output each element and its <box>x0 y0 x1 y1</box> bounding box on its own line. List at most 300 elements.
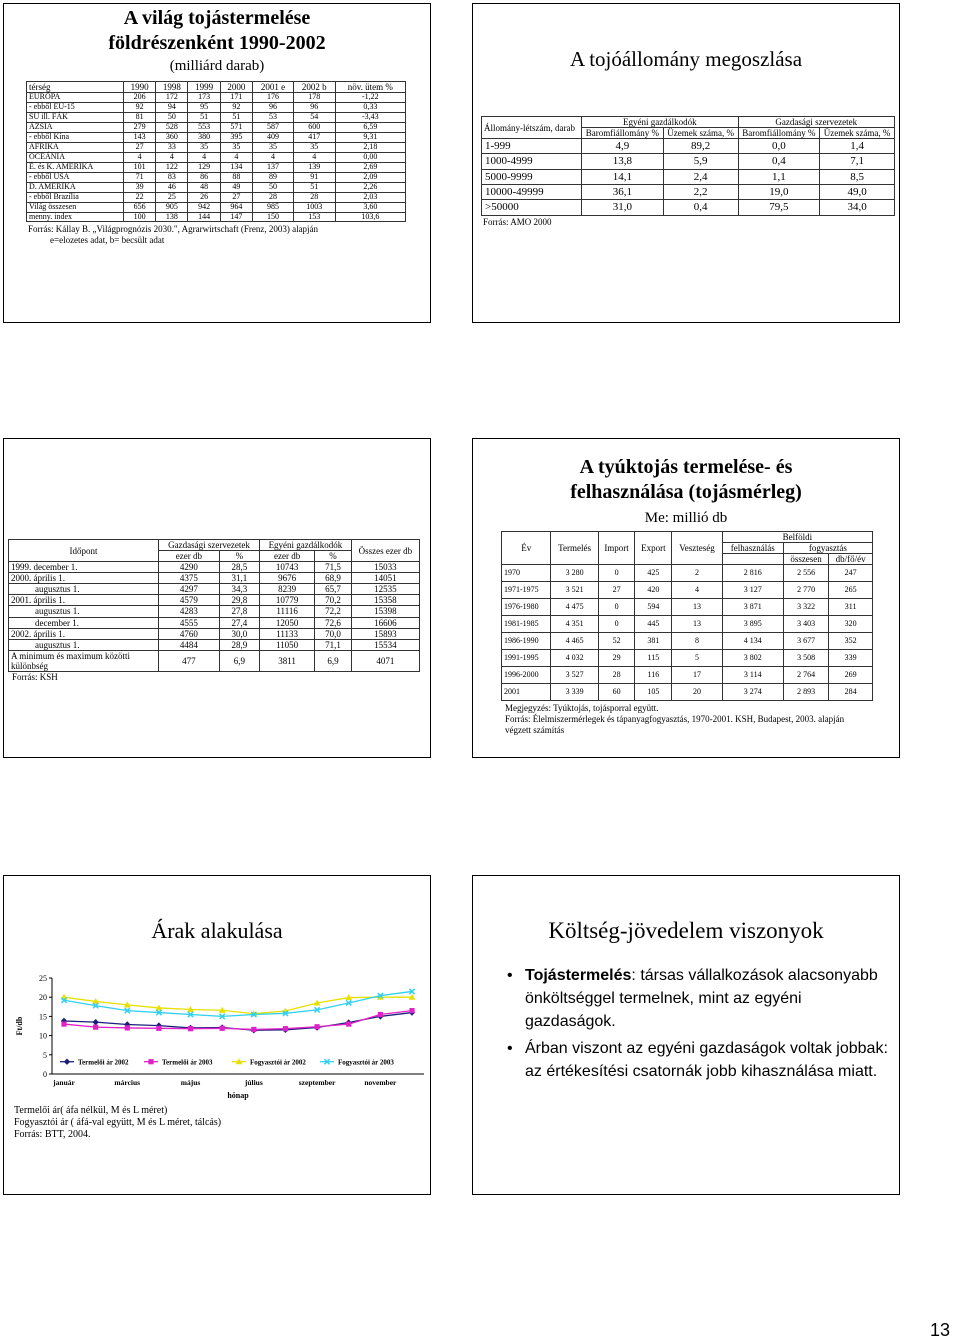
header-cell: 1998 <box>156 82 188 93</box>
table-cell: 1971-1975 <box>502 582 551 599</box>
table-cell: 3 280 <box>551 565 598 582</box>
table-cell: 381 <box>635 633 672 650</box>
table-cell: 1981-1985 <box>502 616 551 633</box>
table-cell: 35 <box>220 142 252 152</box>
table-cell: 594 <box>635 599 672 616</box>
table-cell: 8239 <box>260 584 315 595</box>
table-cell: 147 <box>220 212 252 222</box>
table-cell: 2,09 <box>335 172 405 182</box>
table-cell: 4 <box>124 152 156 162</box>
slide1-subtitle: (milliárd darab) <box>169 58 265 74</box>
table-cell: 11116 <box>260 606 315 617</box>
table-row <box>27 182 406 192</box>
slide1-title-line1: A világ tojástermelése <box>123 7 311 29</box>
header-cell: Export <box>635 532 672 565</box>
table-cell: 51 <box>220 112 252 122</box>
table-row <box>502 633 873 650</box>
table-cell: -3,43 <box>335 112 405 122</box>
table-row <box>9 595 420 606</box>
data-point <box>188 1026 193 1031</box>
slide-world-egg-production <box>3 3 431 323</box>
table-cell: - ebből Kína <box>27 132 124 142</box>
table-cell: 178 <box>293 93 335 103</box>
table-cell: 28,5 <box>219 562 259 573</box>
table-cell: 88 <box>220 172 252 182</box>
table-cell: 6,59 <box>335 122 405 132</box>
header-cell: Állomány-létszám, darab <box>482 117 582 139</box>
table-cell: 3 274 <box>722 684 783 701</box>
header-cell: 2002 b <box>293 82 335 93</box>
table-cell: 20 <box>672 684 723 701</box>
data-point <box>378 1012 383 1017</box>
slide-layer-stock <box>3 438 431 758</box>
table-cell: 656 <box>124 202 156 212</box>
table-cell: 964 <box>220 202 252 212</box>
table-cell: 4 <box>220 152 252 162</box>
table-row <box>27 172 406 182</box>
table-cell: 4290 <box>159 562 220 573</box>
table-cell: 4 134 <box>722 633 783 650</box>
table-cell: 153 <box>293 212 335 222</box>
slide5-caption1: Termelői ár( áfa nélkül, M és L méret) <box>14 1105 168 1116</box>
x-tick-label: március <box>114 1078 141 1087</box>
table-row <box>9 628 420 639</box>
table-cell: 13 <box>672 599 723 616</box>
bullet2-text: Árban viszont az egyéni gazdaságok voltak jobbak: az értékesítési csatornák jobb kihasználása miatt. <box>525 1040 888 1080</box>
header-cell: db/fő/év <box>829 554 873 565</box>
table-cell: 360 <box>156 132 188 142</box>
header-cell: Baromfiállomány % <box>738 128 820 139</box>
slide5-caption2: Fogyasztói ár ( áfá-val együtt, M és L méret, tálcás) <box>14 1117 222 1128</box>
data-point <box>93 1025 98 1030</box>
table-cell: 0,33 <box>335 103 405 113</box>
bullet-production <box>499 964 889 1033</box>
table-cell: 89,2 <box>663 139 738 154</box>
table-cell: 0 <box>598 565 635 582</box>
table-cell: 35 <box>252 142 293 152</box>
table-row <box>502 532 873 543</box>
table-cell: 31,1 <box>219 573 259 584</box>
table-cell: EURÓPA <box>27 93 124 103</box>
header-cell: Gazdasági szervezetek <box>738 117 894 128</box>
header-cell: fogyasztás <box>783 543 872 554</box>
slide6-title: Költség-jövedelem viszonyok <box>548 918 824 943</box>
slide1-note: e=elozetes adat, b= becsült adat <box>50 235 165 246</box>
table-cell: 96 <box>252 103 293 113</box>
table-cell: 4071 <box>351 650 419 671</box>
table-row <box>27 162 406 172</box>
table-row <box>27 122 406 132</box>
table-cell: 71,5 <box>315 562 352 573</box>
table-cell: 395 <box>220 132 252 142</box>
table-cell: 12050 <box>260 617 315 628</box>
table-cell: 8 <box>672 633 723 650</box>
table-cell: 9676 <box>260 573 315 584</box>
table-cell: 16606 <box>351 617 419 628</box>
table-cell: december 1. <box>9 617 159 628</box>
header-cell: 1999 <box>188 82 220 93</box>
table-cell: 33 <box>156 142 188 152</box>
header-cell: % <box>315 551 352 562</box>
table-cell: D. AMERIKA <box>27 182 124 192</box>
x-axis-label: hónap <box>227 1091 249 1100</box>
table-cell: 0,4 <box>663 200 738 215</box>
table-cell: 35 <box>188 142 220 152</box>
header-cell: térség <box>27 82 124 93</box>
table-cell: 27,8 <box>219 606 259 617</box>
table-cell: 71,1 <box>315 639 352 650</box>
slide4-subtitle: Me: millió db <box>644 510 728 526</box>
y-tick-label: 15 <box>39 1012 47 1022</box>
table-cell: 134 <box>220 162 252 172</box>
table-cell: 3 802 <box>722 650 783 667</box>
table-cell: 28 <box>252 192 293 202</box>
table-cell: 13,8 <box>582 154 664 169</box>
table-cell: 176 <box>252 93 293 103</box>
data-point <box>409 1008 414 1013</box>
header-cell: Üzemek száma, % <box>820 128 895 139</box>
table-cell: ÁZSIA <box>27 122 124 132</box>
table-cell: 339 <box>829 650 873 667</box>
table-cell: 3 403 <box>783 616 829 633</box>
slide-layer-distribution <box>472 3 900 323</box>
table-cell: 3 677 <box>783 633 829 650</box>
table-row <box>27 93 406 103</box>
table-cell: 3 871 <box>722 599 783 616</box>
table-cell: 2,03 <box>335 192 405 202</box>
table-cell: 1986-1990 <box>502 633 551 650</box>
table-cell: 425 <box>635 565 672 582</box>
table-cell: 50 <box>156 112 188 122</box>
table-cell: 380 <box>188 132 220 142</box>
table-cell: 171 <box>220 93 252 103</box>
table-row <box>502 565 873 582</box>
table-cell: 31,0 <box>582 200 664 215</box>
table-cell: 96 <box>293 103 335 113</box>
table-cell: 5000-9999 <box>482 169 582 184</box>
table-row <box>9 606 420 617</box>
table-cell: 2 <box>672 565 723 582</box>
table-cell: 5,9 <box>663 154 738 169</box>
price-line-chart <box>4 972 431 1102</box>
data-point <box>92 1019 98 1025</box>
x-tick-label: november <box>364 1078 397 1087</box>
table-cell: 12535 <box>351 584 419 595</box>
table-cell: 311 <box>829 599 873 616</box>
table-cell: 52 <box>598 633 635 650</box>
slide5-source: Forrás: BTT, 2004. <box>14 1129 91 1140</box>
table-cell: 60 <box>598 684 635 701</box>
table-cell: 116 <box>635 667 672 684</box>
table-cell: 0,0 <box>738 139 820 154</box>
table-cell: 28,9 <box>219 639 259 650</box>
slide4-note: Megjegyzés: Tyúktojás, tojásporral együtt. <box>505 703 659 714</box>
table-cell: 94 <box>156 103 188 113</box>
table-row <box>27 152 406 162</box>
table-cell: 6,9 <box>315 650 352 671</box>
table-cell: 17 <box>672 667 723 684</box>
bullet1-text: : társas vállalkozások alacsonyabb önköltséggel termelnek, mint az egyéni gazdaságok. <box>525 967 878 1030</box>
table-cell: 172 <box>156 93 188 103</box>
egg-balance-table <box>501 531 873 701</box>
table-cell: 2,26 <box>335 182 405 192</box>
table-cell: 3 339 <box>551 684 598 701</box>
slide2-source: Forrás: AMO 2000 <box>483 216 552 227</box>
table-row <box>502 667 873 684</box>
table-cell: 320 <box>829 616 873 633</box>
table-row <box>482 169 895 184</box>
header-cell: Gazdasági szervezetek <box>159 540 260 551</box>
table-cell: 51 <box>293 182 335 192</box>
table-row <box>9 639 420 650</box>
table-row <box>482 139 895 154</box>
table-cell: 11133 <box>260 628 315 639</box>
header-cell: 2000 <box>220 82 252 93</box>
table-row <box>502 616 873 633</box>
header-cell: Veszteség <box>672 532 723 565</box>
table-cell: 269 <box>829 667 873 684</box>
series-line <box>64 997 412 1014</box>
table-cell: 72,2 <box>315 606 352 617</box>
table-cell: 3 114 <box>722 667 783 684</box>
header-cell: 1990 <box>124 82 156 93</box>
data-point <box>314 1024 319 1029</box>
table-cell: 71 <box>124 172 156 182</box>
x-tick-label: július <box>244 1078 263 1087</box>
table-cell: 2 893 <box>783 684 829 701</box>
table-cell: 4297 <box>159 584 220 595</box>
header-cell: Import <box>598 532 635 565</box>
table-cell: 14,1 <box>582 169 664 184</box>
table-cell: 34,0 <box>820 200 895 215</box>
table-cell: 2 770 <box>783 582 829 599</box>
table-cell: Világ összesen <box>27 202 124 212</box>
table-cell: 26 <box>188 192 220 202</box>
header-cell: % <box>219 551 259 562</box>
table-cell: 5 <box>672 650 723 667</box>
table-row <box>27 82 406 93</box>
table-cell: A minimum és maximum közötti különbség <box>9 650 159 671</box>
slide1-title-line2: földrészenként 1990-2002 <box>108 32 326 54</box>
slide-egg-balance <box>472 438 900 758</box>
x-tick-label: május <box>180 1078 201 1087</box>
table-cell: 25 <box>156 192 188 202</box>
cost-income-bullets <box>499 964 889 1083</box>
legend-label: Fogyasztói ár 2002 <box>250 1058 306 1067</box>
table-cell: 352 <box>829 633 873 650</box>
table-cell: 11050 <box>260 639 315 650</box>
table-cell: - ebből EU-15 <box>27 103 124 113</box>
table-cell: 4,9 <box>582 139 664 154</box>
table-row <box>482 185 895 200</box>
table-row <box>9 562 420 573</box>
table-cell: 0,00 <box>335 152 405 162</box>
table-cell: 7,1 <box>820 154 895 169</box>
header-cell: növ. ütem % <box>335 82 405 93</box>
table-cell: 4760 <box>159 628 220 639</box>
header-cell: Időpont <box>9 540 159 562</box>
header-cell: Termelés <box>551 532 598 565</box>
header-cell <box>722 554 783 565</box>
slide-prices <box>3 875 431 1195</box>
slide4-title-line2: felhasználása (tojásmérleg) <box>570 481 802 503</box>
table-cell: 4283 <box>159 606 220 617</box>
table-cell: 1991-1995 <box>502 650 551 667</box>
slide-cost-income <box>472 875 900 1195</box>
table-cell: 48 <box>188 182 220 192</box>
table-cell: 19,0 <box>738 185 820 200</box>
table-cell: 14051 <box>351 573 419 584</box>
table-cell: 2 764 <box>783 667 829 684</box>
table-cell: 3 127 <box>722 582 783 599</box>
data-point <box>283 1026 288 1031</box>
table-cell: 72,6 <box>315 617 352 628</box>
table-cell: É. és K. AMERIKA <box>27 162 124 172</box>
table-cell: 83 <box>156 172 188 182</box>
table-cell: 420 <box>635 582 672 599</box>
table-cell: 942 <box>188 202 220 212</box>
table-cell: 65,7 <box>315 584 352 595</box>
table-cell: 600 <box>293 122 335 132</box>
table-cell: 122 <box>156 162 188 172</box>
table-cell: 1003 <box>293 202 335 212</box>
table-cell: 265 <box>829 582 873 599</box>
header-cell: Összes ezer db <box>351 540 419 562</box>
bullet-prices <box>499 1037 889 1083</box>
table-cell: 3 527 <box>551 667 598 684</box>
data-point <box>156 1026 161 1031</box>
table-cell: 409 <box>252 132 293 142</box>
table-cell: OCEÁNIA <box>27 152 124 162</box>
table-cell: 144 <box>188 212 220 222</box>
table-cell: augusztus 1. <box>9 639 159 650</box>
table-cell: 247 <box>829 565 873 582</box>
table-cell: 92 <box>124 103 156 113</box>
table-cell: 3 895 <box>722 616 783 633</box>
x-tick-label: szeptember <box>298 1078 336 1087</box>
table-cell: 4 475 <box>551 599 598 616</box>
slide4-title-line1: A tyúktojás termelése- és <box>579 456 793 478</box>
table-row <box>502 599 873 616</box>
layer-distribution-table <box>481 116 895 216</box>
table-cell: 81 <box>124 112 156 122</box>
table-cell: 10743 <box>260 562 315 573</box>
slide2-title: A tojóállomány megoszlása <box>569 47 803 71</box>
table-row <box>502 650 873 667</box>
table-cell: 39 <box>124 182 156 192</box>
header-cell: Egyéni gazdálkodók <box>260 540 352 551</box>
table-cell: 1996-2000 <box>502 667 551 684</box>
table-cell: 4375 <box>159 573 220 584</box>
table-row <box>502 684 873 701</box>
table-cell: 92 <box>220 103 252 113</box>
table-cell: 4555 <box>159 617 220 628</box>
table-cell: 15893 <box>351 628 419 639</box>
table-row <box>502 582 873 599</box>
table-cell: 150 <box>252 212 293 222</box>
table-row <box>27 212 406 222</box>
table-cell: 91 <box>293 172 335 182</box>
table-cell: 2,69 <box>335 162 405 172</box>
table-cell: 35 <box>293 142 335 152</box>
data-point <box>148 1059 153 1064</box>
table-row <box>27 132 406 142</box>
header-cell: Év <box>502 532 551 565</box>
table-cell: menny. index <box>27 212 124 222</box>
table-cell: 0 <box>598 616 635 633</box>
header-cell: felhasználás <box>722 543 783 554</box>
table-cell: 3 322 <box>783 599 829 616</box>
table-cell: 100 <box>124 212 156 222</box>
table-cell: 587 <box>252 122 293 132</box>
table-cell: 279 <box>124 122 156 132</box>
table-cell: 528 <box>156 122 188 132</box>
table-cell: 138 <box>156 212 188 222</box>
y-tick-label: 0 <box>43 1070 47 1079</box>
table-cell: 10000-49999 <box>482 185 582 200</box>
table-cell: 1970 <box>502 565 551 582</box>
table-cell: augusztus 1. <box>9 584 159 595</box>
table-cell: 34,3 <box>219 584 259 595</box>
table-cell: 4 <box>156 152 188 162</box>
header-cell: Belföldi <box>722 532 872 543</box>
legend-label: Termelői ár 2002 <box>78 1058 129 1067</box>
table-cell: >50000 <box>482 200 582 215</box>
table-cell: 86 <box>188 172 220 182</box>
table-cell: 1,1 <box>738 169 820 184</box>
data-point <box>251 1027 256 1032</box>
bullet1-bold: Tojástermelés <box>525 967 632 984</box>
table-row <box>27 142 406 152</box>
data-point <box>346 1021 351 1026</box>
header-cell: Baromfiállomány % <box>582 128 664 139</box>
table-cell: 28 <box>293 192 335 202</box>
header-cell: ezer db <box>260 551 315 562</box>
table-cell: 15358 <box>351 595 419 606</box>
table-cell: 1-999 <box>482 139 582 154</box>
table-cell: 13 <box>672 616 723 633</box>
table-cell: 27 <box>598 582 635 599</box>
table-row <box>9 650 420 671</box>
table-cell: 8,5 <box>820 169 895 184</box>
table-row <box>9 540 420 551</box>
slide4-source-cont: végzett számítás <box>505 725 565 736</box>
table-cell: 4 <box>672 582 723 599</box>
table-row <box>482 117 895 128</box>
table-cell: 70,2 <box>315 595 352 606</box>
table-cell: 2,4 <box>663 169 738 184</box>
table-cell: 417 <box>293 132 335 142</box>
table-cell: 3811 <box>260 650 315 671</box>
table-cell: - ebből Brazília <box>27 192 124 202</box>
table-cell: 70,0 <box>315 628 352 639</box>
table-cell: 173 <box>188 93 220 103</box>
slide4-source: Forrás: Élelmiszermérlegek és tápanyagfogyasztás, 1970-2001. KSH, Budapest, 2003. alapján <box>505 714 845 725</box>
table-cell: 29,8 <box>219 595 259 606</box>
table-cell: 3 521 <box>551 582 598 599</box>
table-cell: 101 <box>124 162 156 172</box>
table-cell: 0,4 <box>738 154 820 169</box>
layer-stock-table <box>8 539 420 672</box>
table-cell: 27 <box>124 142 156 152</box>
slide5-title: Árak alakulása <box>151 918 283 943</box>
x-tick-label: január <box>53 1078 75 1087</box>
table-cell: 27,4 <box>219 617 259 628</box>
table-cell: 15534 <box>351 639 419 650</box>
table-cell: 2000. április 1. <box>9 573 159 584</box>
table-cell: 50 <box>252 182 293 192</box>
table-cell: 4 <box>252 152 293 162</box>
